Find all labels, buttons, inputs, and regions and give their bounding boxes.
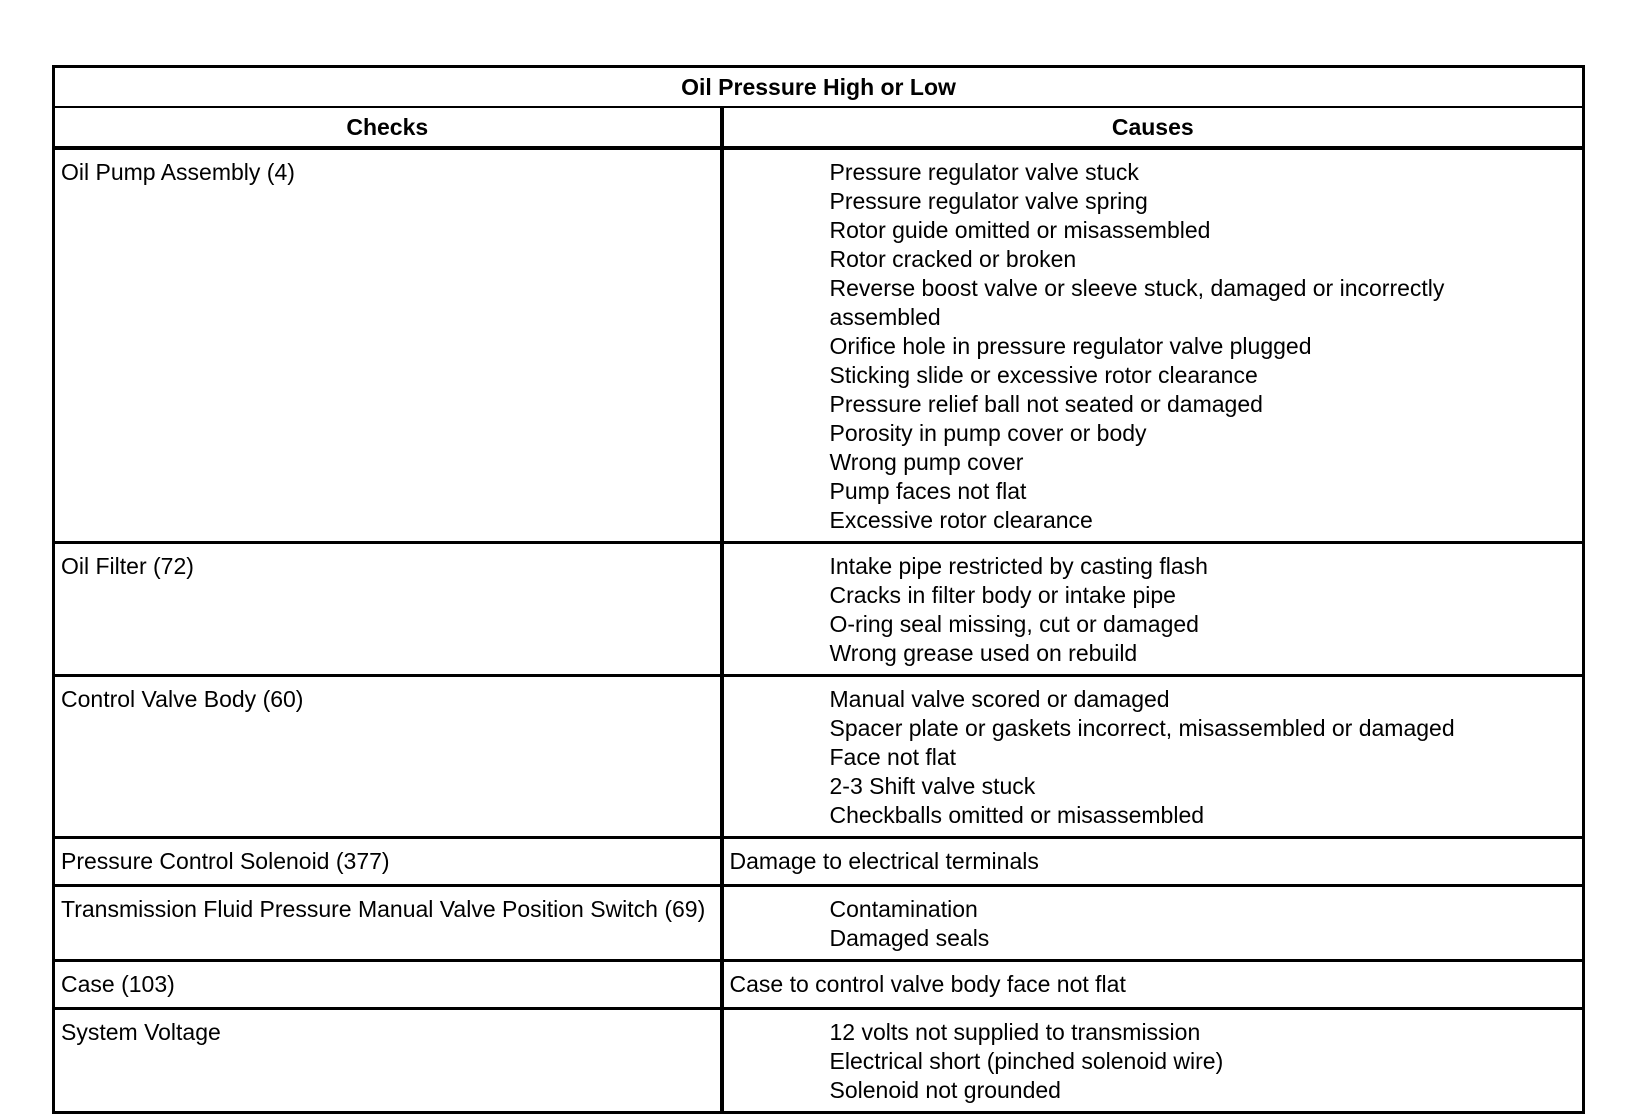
diagnosis-table <box>52 65 1585 1114</box>
causes-cell <box>722 838 1584 886</box>
causes-cell <box>722 961 1584 1009</box>
cause-item: Cracks in filter body or intake pipe <box>829 582 1176 608</box>
cause-item: Pressure regulator valve stuck <box>829 159 1139 185</box>
table-row <box>54 961 1584 1009</box>
table-row <box>54 676 1584 838</box>
cause-item: Rotor cracked or broken <box>829 246 1077 272</box>
check-cell: Oil Pump Assembly (4) <box>54 148 722 543</box>
cause-item: Spacer plate or gaskets incorrect, misassembled or damaged <box>829 715 1455 741</box>
cause-item: Pump faces not flat <box>829 478 1027 504</box>
table-row <box>54 886 1584 961</box>
cause-item: 12 volts not supplied to transmission <box>829 1019 1201 1045</box>
check-cell: Case (103) <box>54 961 722 1009</box>
table-row <box>54 838 1584 886</box>
cause-item: Sticking slide or excessive rotor clearance <box>829 362 1258 388</box>
check-cell: Pressure Control Solenoid (377) <box>54 838 722 886</box>
table-row <box>54 148 1584 543</box>
table-body <box>54 148 1584 1113</box>
cause-item: Damaged seals <box>829 925 990 951</box>
cause-item: O-ring seal missing, cut or damaged <box>829 611 1199 637</box>
cause-item: 2-3 Shift valve stuck <box>829 773 1036 799</box>
check-cell: Transmission Fluid Pressure Manual Valve Position Switch (69) <box>54 886 722 961</box>
cause-item: Case to control valve body face not flat <box>729 971 1126 997</box>
cause-item: Manual valve scored or damaged <box>829 686 1170 712</box>
cause-item: Intake pipe restricted by casting flash <box>829 553 1208 579</box>
cause-item: Electrical short (pinched solenoid wire) <box>829 1048 1224 1074</box>
causes-cell <box>722 886 1584 961</box>
cause-item: Wrong pump cover <box>829 449 1024 475</box>
causes-cell <box>722 148 1584 543</box>
cause-item: Reverse boost valve or sleeve stuck, damaged or incorrectly assembled <box>829 275 1445 330</box>
causes-cell <box>722 1009 1584 1113</box>
table-row <box>54 1009 1584 1113</box>
table-row <box>54 543 1584 676</box>
cause-item: Orifice hole in pressure regulator valve plugged <box>829 333 1312 359</box>
cause-item: Damage to electrical terminals <box>729 848 1039 874</box>
cause-item: Rotor guide omitted or misassembled <box>829 217 1211 243</box>
cause-item: Pressure relief ball not seated or damaged <box>829 391 1263 417</box>
cause-item: Wrong grease used on rebuild <box>829 640 1138 666</box>
cause-item: Checkballs omitted or misassembled <box>829 802 1205 828</box>
causes-cell <box>722 543 1584 676</box>
cause-item: Porosity in pump cover or body <box>829 420 1147 446</box>
check-cell: System Voltage <box>54 1009 722 1113</box>
column-header-causes: Causes <box>722 107 1584 148</box>
cause-item: Contamination <box>829 896 978 922</box>
table-title: Oil Pressure High or Low <box>54 67 1584 108</box>
cause-item: Pressure regulator valve spring <box>829 188 1148 214</box>
check-cell: Control Valve Body (60) <box>54 676 722 838</box>
cause-item: Excessive rotor clearance <box>829 507 1093 533</box>
causes-cell <box>722 676 1584 838</box>
column-header-checks: Checks <box>54 107 722 148</box>
cause-item: Face not flat <box>829 744 957 770</box>
cause-item: Solenoid not grounded <box>829 1077 1061 1103</box>
check-cell: Oil Filter (72) <box>54 543 722 676</box>
